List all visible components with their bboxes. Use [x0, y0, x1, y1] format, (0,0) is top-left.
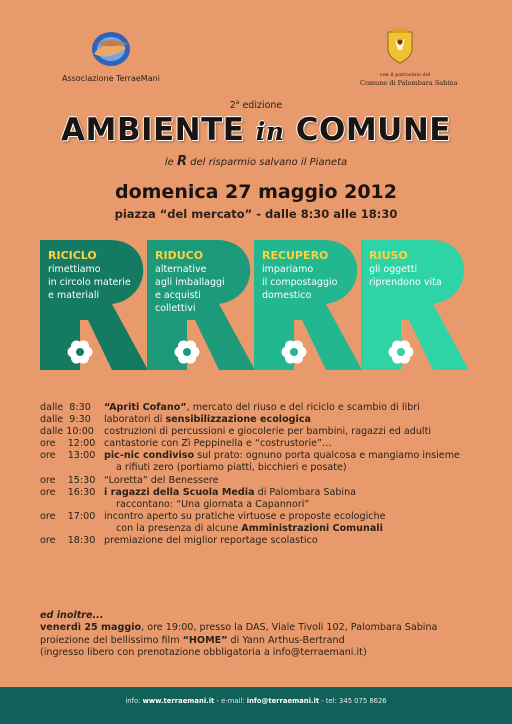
r-line: e materiali	[48, 290, 100, 301]
r-line: in circolo materie	[48, 277, 131, 288]
program-time: dalle 8:30	[40, 402, 91, 413]
program-row	[40, 511, 500, 523]
event-place: piazza “del mercato” - dalle 8:30 alle 18:30	[114, 207, 398, 221]
program-time: ore 17:00	[40, 510, 96, 522]
r-line: agli imballaggi	[155, 277, 225, 288]
website-link[interactable]: www.terraemani.it	[142, 697, 215, 705]
r-line: il compostaggio	[262, 277, 338, 288]
program-time: dalle 10:00	[40, 426, 94, 438]
program-time	[40, 499, 104, 511]
r-caption-riciclo	[48, 248, 131, 302]
r-title: RIDUCO	[155, 249, 204, 262]
program-text: incontro aperto su pratiche virtuose e proposte ecologiche	[104, 510, 386, 522]
program-time	[40, 462, 104, 474]
program-text: costruzioni di percussioni e giocolerie per bambini, ragazzi ed adulti	[104, 426, 432, 438]
program-time: ore 13:00	[40, 450, 96, 462]
r-line: impariamo	[262, 264, 314, 275]
terraemani-logo	[90, 30, 132, 68]
program-text: a rifiuti zero (portiamo piatti, bicchieri e posate)	[116, 462, 347, 474]
program-time: ore 18:30	[40, 535, 96, 547]
r-title: RICICLO	[48, 249, 97, 262]
event-date: domenica 27 maggio 2012	[114, 181, 397, 203]
program-text: cantastorie con Zì Peppinella e “costrustorie”…	[104, 438, 332, 450]
program-row	[40, 535, 500, 547]
event-title: AMBIENTE in COMUNE	[61, 112, 451, 148]
program-row	[40, 426, 500, 438]
program-time: ore 16:30	[40, 486, 96, 498]
extra-event	[40, 610, 500, 659]
program-row	[40, 523, 500, 535]
r-line: e acquisti	[155, 290, 201, 301]
program-text: con la presenza di alcune Amministrazioni Comunali	[116, 522, 383, 534]
program-text: raccontano: “Una giornata a Capannori”	[116, 498, 310, 510]
event-subtitle: le R del risparmio salvano il Pianeta	[164, 154, 348, 169]
program-schedule	[40, 402, 500, 547]
program-row	[40, 487, 500, 499]
r-line: gli oggetti	[369, 264, 418, 275]
program-text: “Loretta” del Benessere	[104, 474, 219, 486]
r-line: riprendono vita	[369, 277, 442, 288]
r-caption-recupero	[262, 248, 337, 302]
r-title: RECUPERO	[262, 249, 329, 262]
program-row	[40, 402, 500, 414]
r-caption-riuso	[369, 248, 442, 289]
extra-line-3: (ingresso libero con prenotazione obbligatoria a info@terraemani.it)	[40, 646, 367, 658]
footer-bar	[0, 687, 512, 724]
four-r-panel	[40, 240, 474, 370]
program-time: ore 15:30	[40, 474, 96, 486]
r-line: domestico	[262, 290, 312, 301]
program-row	[40, 499, 500, 511]
association-name: Associazione TerraeMani	[62, 74, 160, 83]
program-text: “Apriti Cofano”, mercato del riuso e del riciclo e scambio di libri	[104, 402, 420, 413]
edition-label: 2$^a$ edizione	[229, 99, 283, 112]
program-row	[40, 414, 500, 426]
program-text: i ragazzi della Scuola Media di Palombara Sabina	[104, 486, 357, 498]
program-row	[40, 438, 500, 450]
program-text: premiazione del miglior reportage scolastico	[104, 535, 318, 547]
comune-crest-icon	[386, 28, 414, 64]
extra-heading: ed inoltre...	[40, 610, 104, 621]
extra-line-1: venerdì 25 maggio, ore 19:00, presso la DAS, Viale Tivoli 102, Palombara Sabina	[40, 622, 438, 634]
program-row	[40, 450, 500, 462]
extra-line-2: proiezione del bellissimo film “HOME” di Yann Arthus-Bertrand	[40, 634, 345, 646]
email-link[interactable]: info@terraemani.it	[246, 697, 320, 705]
r-caption-riduco	[155, 248, 225, 315]
program-row	[40, 462, 500, 474]
program-time	[40, 523, 104, 535]
footer-contacts: info: www.terraemani.it - e-mail: info@terraemani.it - tel: 345 075 8626	[125, 697, 387, 705]
program-row	[40, 475, 500, 487]
program-time: dalle 9:30	[40, 414, 91, 426]
program-text: laboratori di sensibilizzazione ecologica	[104, 414, 311, 426]
r-line: rimettiamo	[48, 264, 101, 275]
r-title: RIUSO	[369, 249, 408, 262]
program-time: ore 12:00	[40, 438, 96, 450]
patronage-line: con il patrocinio del	[379, 72, 431, 78]
patronage-comune: Comune di Palombara Sabina	[360, 79, 458, 87]
program-text: pic-nic condiviso sul prato: ognuno porta qualcosa e mangiamo insieme	[104, 450, 460, 462]
r-line: alternative	[155, 264, 207, 275]
r-line: collettivi	[155, 303, 196, 314]
